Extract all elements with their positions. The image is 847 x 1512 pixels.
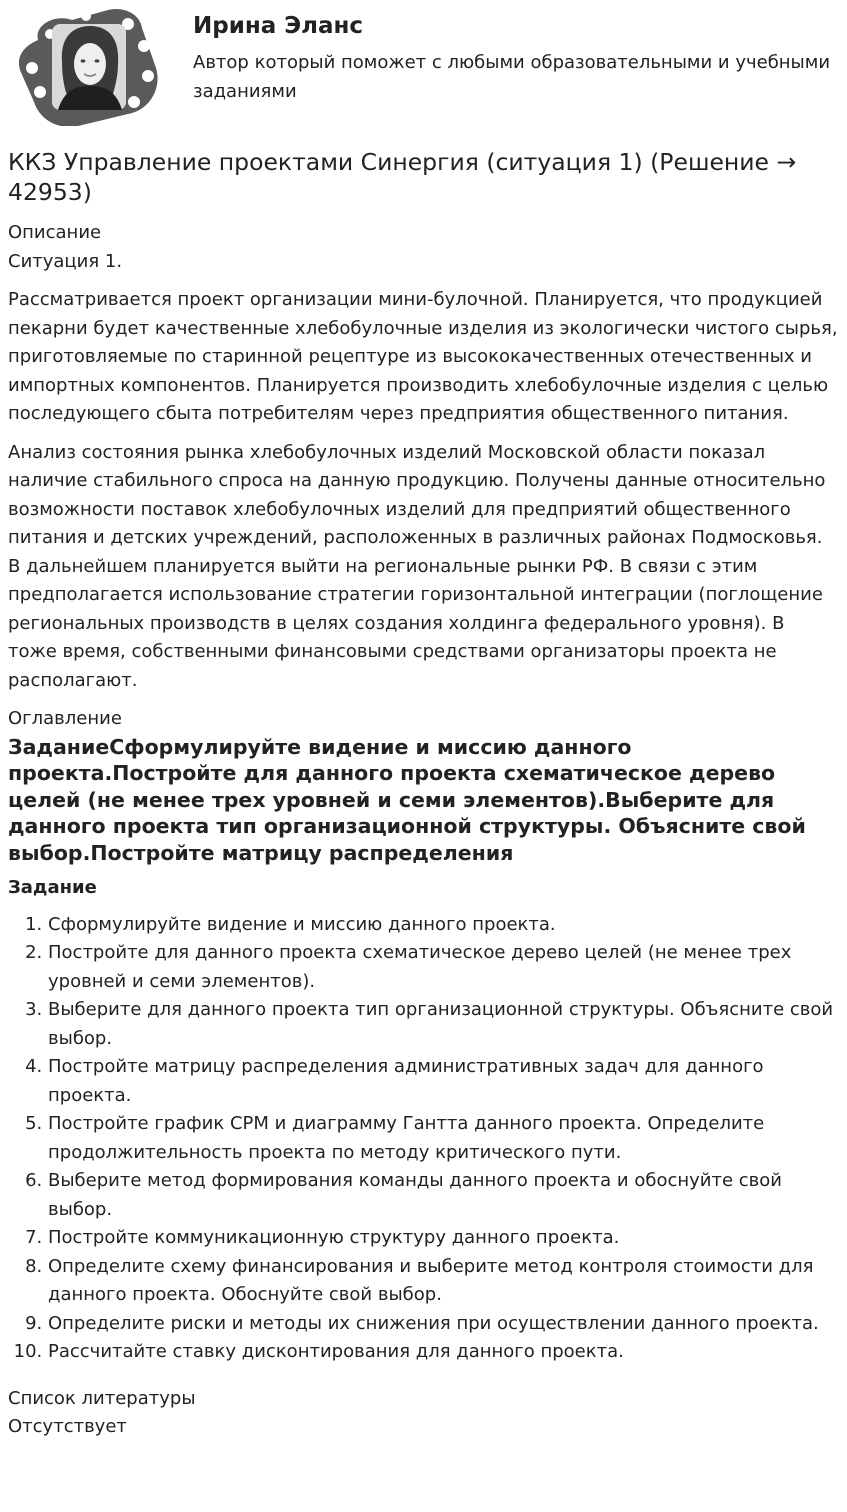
author-avatar[interactable] [16,6,160,126]
author-photo [52,24,126,110]
task-item: 9. Определите риски и методы их снижения при осуществлении данного проекта. [48,1310,838,1339]
task-item: 8. Определите схему финансирования и выберите метод контроля стоимости для данного проекта. Обоснуйте свой выбор. [48,1253,838,1310]
task-item: 2. Постройте для данного проекта схематическое дерево целей (не менее трех уровней и семи элементов). [48,939,838,996]
task-item: 3. Выберите для данного проекта тип организационной структуры. Объясните свой выбор. [48,996,838,1053]
description-paragraph: Рассматривается проект организации мини-булочной. Планируется, что продукцией пекарни будет качественные хлебобулочные изделия из экологически чистого сырья, приготовляемые по старинной рецептуре из высококачественных отечественных и импортных компонентов. Планируется производить хлебобулочные изделия с целью последующего сбыта потребителям через предприятия общественного питания. [8,289,838,424]
description-heading: Описание [8,222,102,243]
task-heading: ЗаданиеСформулируйте видение и миссию данного проекта.Постройте для данного проекта схематическое дерево целей (не менее трех уровней и семи элементов).Выберите для данного проекта тип организационной структуры. Объясните свой выбор.Постройте матрицу распределения [8,734,806,865]
task-item: 4. Постройте матрицу распределения административных задач для данного проекта. [48,1053,838,1110]
author-card [8,0,839,130]
author-description: Автор который поможет с любыми образовательными и учебными заданиями [193,52,831,102]
task-item: 7. Постройте коммуникационную структуру данного проекта. [48,1224,838,1253]
description-paragraph: Анализ состояния рынка хлебобулочных изделий Московской области показал наличие стабильного спроса на данную продукцию. Получены данные относительно возможности поставок хлебобулочных изделий для предприятий общественного питания и детских учреждений, расположенных в различных районах Подмосковья. В дальнейшем планируется выйти на региональные рынки РФ. В связи с этим предполагается использование стратегии горизонтальной интеграции (поглощение региональных производств в целях создания холдинга федерального уровня). В тоже время, собственными финансовыми средствами организаторы проекта не располагают. [8,441,826,691]
task-item: 1. Сформулируйте видение и миссию данного проекта. [48,911,838,940]
toc-heading: Оглавление [8,708,122,729]
author-name[interactable]: Ирина Эланс [193,13,364,39]
task-subheading: Задание [8,877,97,898]
task-item: 6. Выберите метод формирования команды данного проекта и обоснуйте свой выбор. [48,1167,838,1224]
document-title: ККЗ Управление проектами Синергия (ситуация 1) (Решение → 42953) [8,148,797,206]
literature-heading: Список литературы [8,1387,196,1409]
situation-label: Ситуация 1. [8,250,123,272]
task-item: 5. Постройте график CPM и диаграмму Гантта данного проекта. Определите продолжительность проекта по методу критического пути. [48,1110,838,1167]
task-item: 10. Рассчитайте ставку дисконтирования для данного проекта. [48,1338,838,1367]
task-list [8,911,838,1367]
literature-value: Отсутствует [8,1416,127,1437]
